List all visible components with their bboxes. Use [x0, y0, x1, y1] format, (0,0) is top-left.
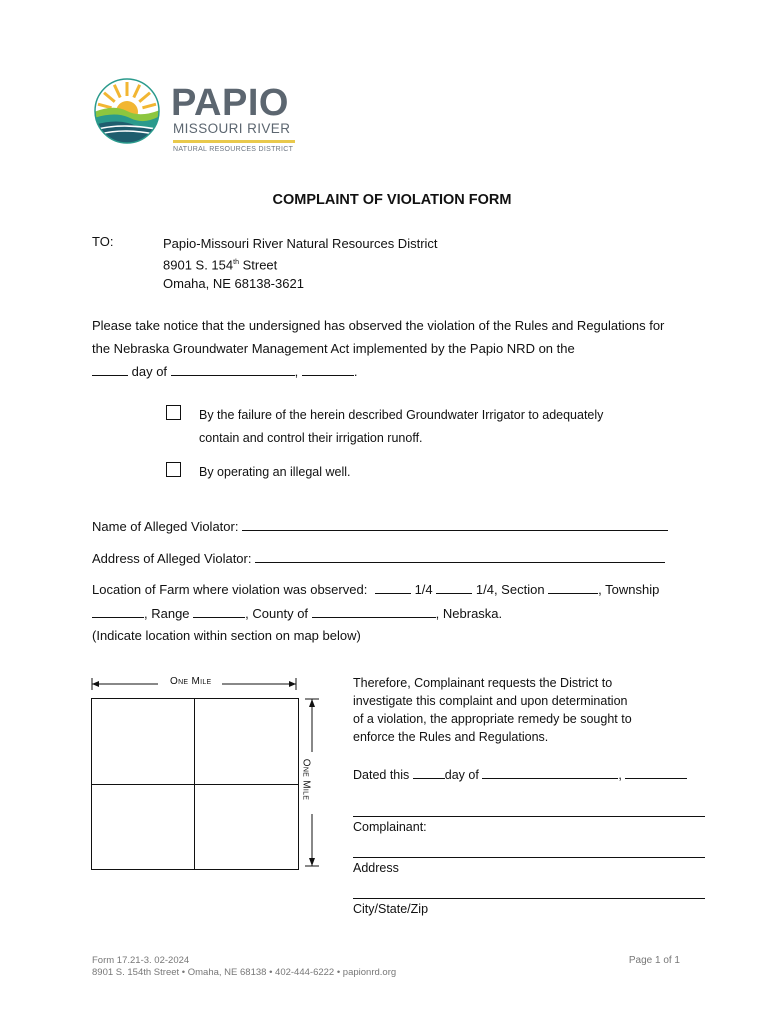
logo-subtitle: MISSOURI RIVER — [173, 121, 291, 136]
logo-name: PAPIO — [171, 82, 289, 124]
map-width-label: One Mile — [170, 676, 212, 687]
address-label: Address — [353, 861, 399, 875]
illegal-well-option-text: By operating an illegal well. — [199, 465, 351, 479]
quarter-field-1[interactable] — [375, 581, 411, 594]
grid-horizontal-divider — [92, 784, 298, 785]
complainant-signature-line[interactable] — [353, 816, 705, 817]
city-state-zip-line[interactable] — [353, 898, 705, 899]
notice-line-1: Please take notice that the undersigned has observed the violation of the Rules and Regulations for — [92, 318, 665, 333]
form-number: Form 17.21-3. 02-2024 — [92, 955, 190, 966]
request-paragraph: Therefore, Complainant requests the District to investigate this complaint and upon determination of a violation, the appropriate remedy be sought to enforce the Rules and Regulations. — [353, 676, 632, 744]
range-county-row: , Range , County of , Nebraska. — [92, 605, 502, 621]
notice-date-line: day of , . — [92, 360, 692, 383]
dated-month-field[interactable] — [482, 766, 618, 779]
violator-name-label: Name of Alleged Violator: — [92, 519, 239, 534]
recipient-address — [163, 234, 438, 293]
violator-address-field[interactable] — [255, 550, 665, 563]
papio-logo-icon — [94, 78, 160, 144]
logo-district: NATURAL RESOURCES DISTRICT — [173, 146, 294, 153]
dated-year-field[interactable] — [625, 766, 687, 779]
complainant-label: Complainant: — [353, 820, 427, 834]
county-field[interactable] — [312, 605, 436, 618]
range-field[interactable] — [193, 605, 245, 618]
footer-address: 8901 S. 154th Street • Omaha, NE 68138 • 402-444-6222 • papionrd.org — [92, 967, 397, 978]
violator-address-label: Address of Alleged Violator: — [92, 551, 252, 566]
map-height-label: One Mile — [300, 758, 312, 801]
page-number: Page 1 of 1 — [628, 955, 680, 966]
form-title: COMPLAINT OF VIOLATION FORM — [272, 192, 512, 208]
quarter-field-2[interactable] — [436, 581, 472, 594]
footer — [92, 955, 396, 979]
map-instruction: (Indicate location within section on map below) — [92, 628, 361, 643]
section-map-grid[interactable] — [91, 698, 299, 870]
runoff-checkbox[interactable] — [166, 405, 181, 420]
dated-day-field[interactable] — [413, 766, 445, 779]
violator-name-row — [92, 518, 668, 534]
notice-year-field[interactable] — [302, 363, 354, 376]
farm-location-label: Location of Farm where violation was observed: — [92, 582, 368, 597]
violator-address-row — [92, 550, 665, 566]
recipient-street: 8901 S. 154th Street — [163, 257, 278, 273]
dated-row: Dated this day of , — [353, 766, 687, 784]
address-line[interactable] — [353, 857, 705, 858]
notice-paragraph — [92, 314, 692, 383]
notice-day-field[interactable] — [92, 363, 128, 376]
recipient-name: Papio-Missouri River Natural Resources District — [163, 236, 438, 251]
violator-name-field[interactable] — [242, 518, 668, 531]
city-state-zip-label: City/State/Zip — [353, 902, 429, 916]
to-label: TO: — [92, 234, 114, 249]
notice-month-field[interactable] — [171, 363, 295, 376]
runoff-option-text: By the failure of the herein described Groundwater Irrigator to adequately contain and control their irrigation runoff. — [199, 408, 604, 445]
farm-location-row: Location of Farm where violation was observed: 1/4 1/4, Section , Township — [92, 582, 660, 597]
section-field[interactable] — [548, 581, 598, 594]
notice-line-2: the Nebraska Groundwater Management Act implemented by the Papio NRD on the — [92, 341, 575, 356]
township-field[interactable] — [92, 605, 144, 618]
recipient-city: Omaha, NE 68138-3621 — [163, 276, 304, 292]
illegal-well-checkbox[interactable] — [166, 462, 181, 477]
logo-divider — [173, 140, 295, 143]
